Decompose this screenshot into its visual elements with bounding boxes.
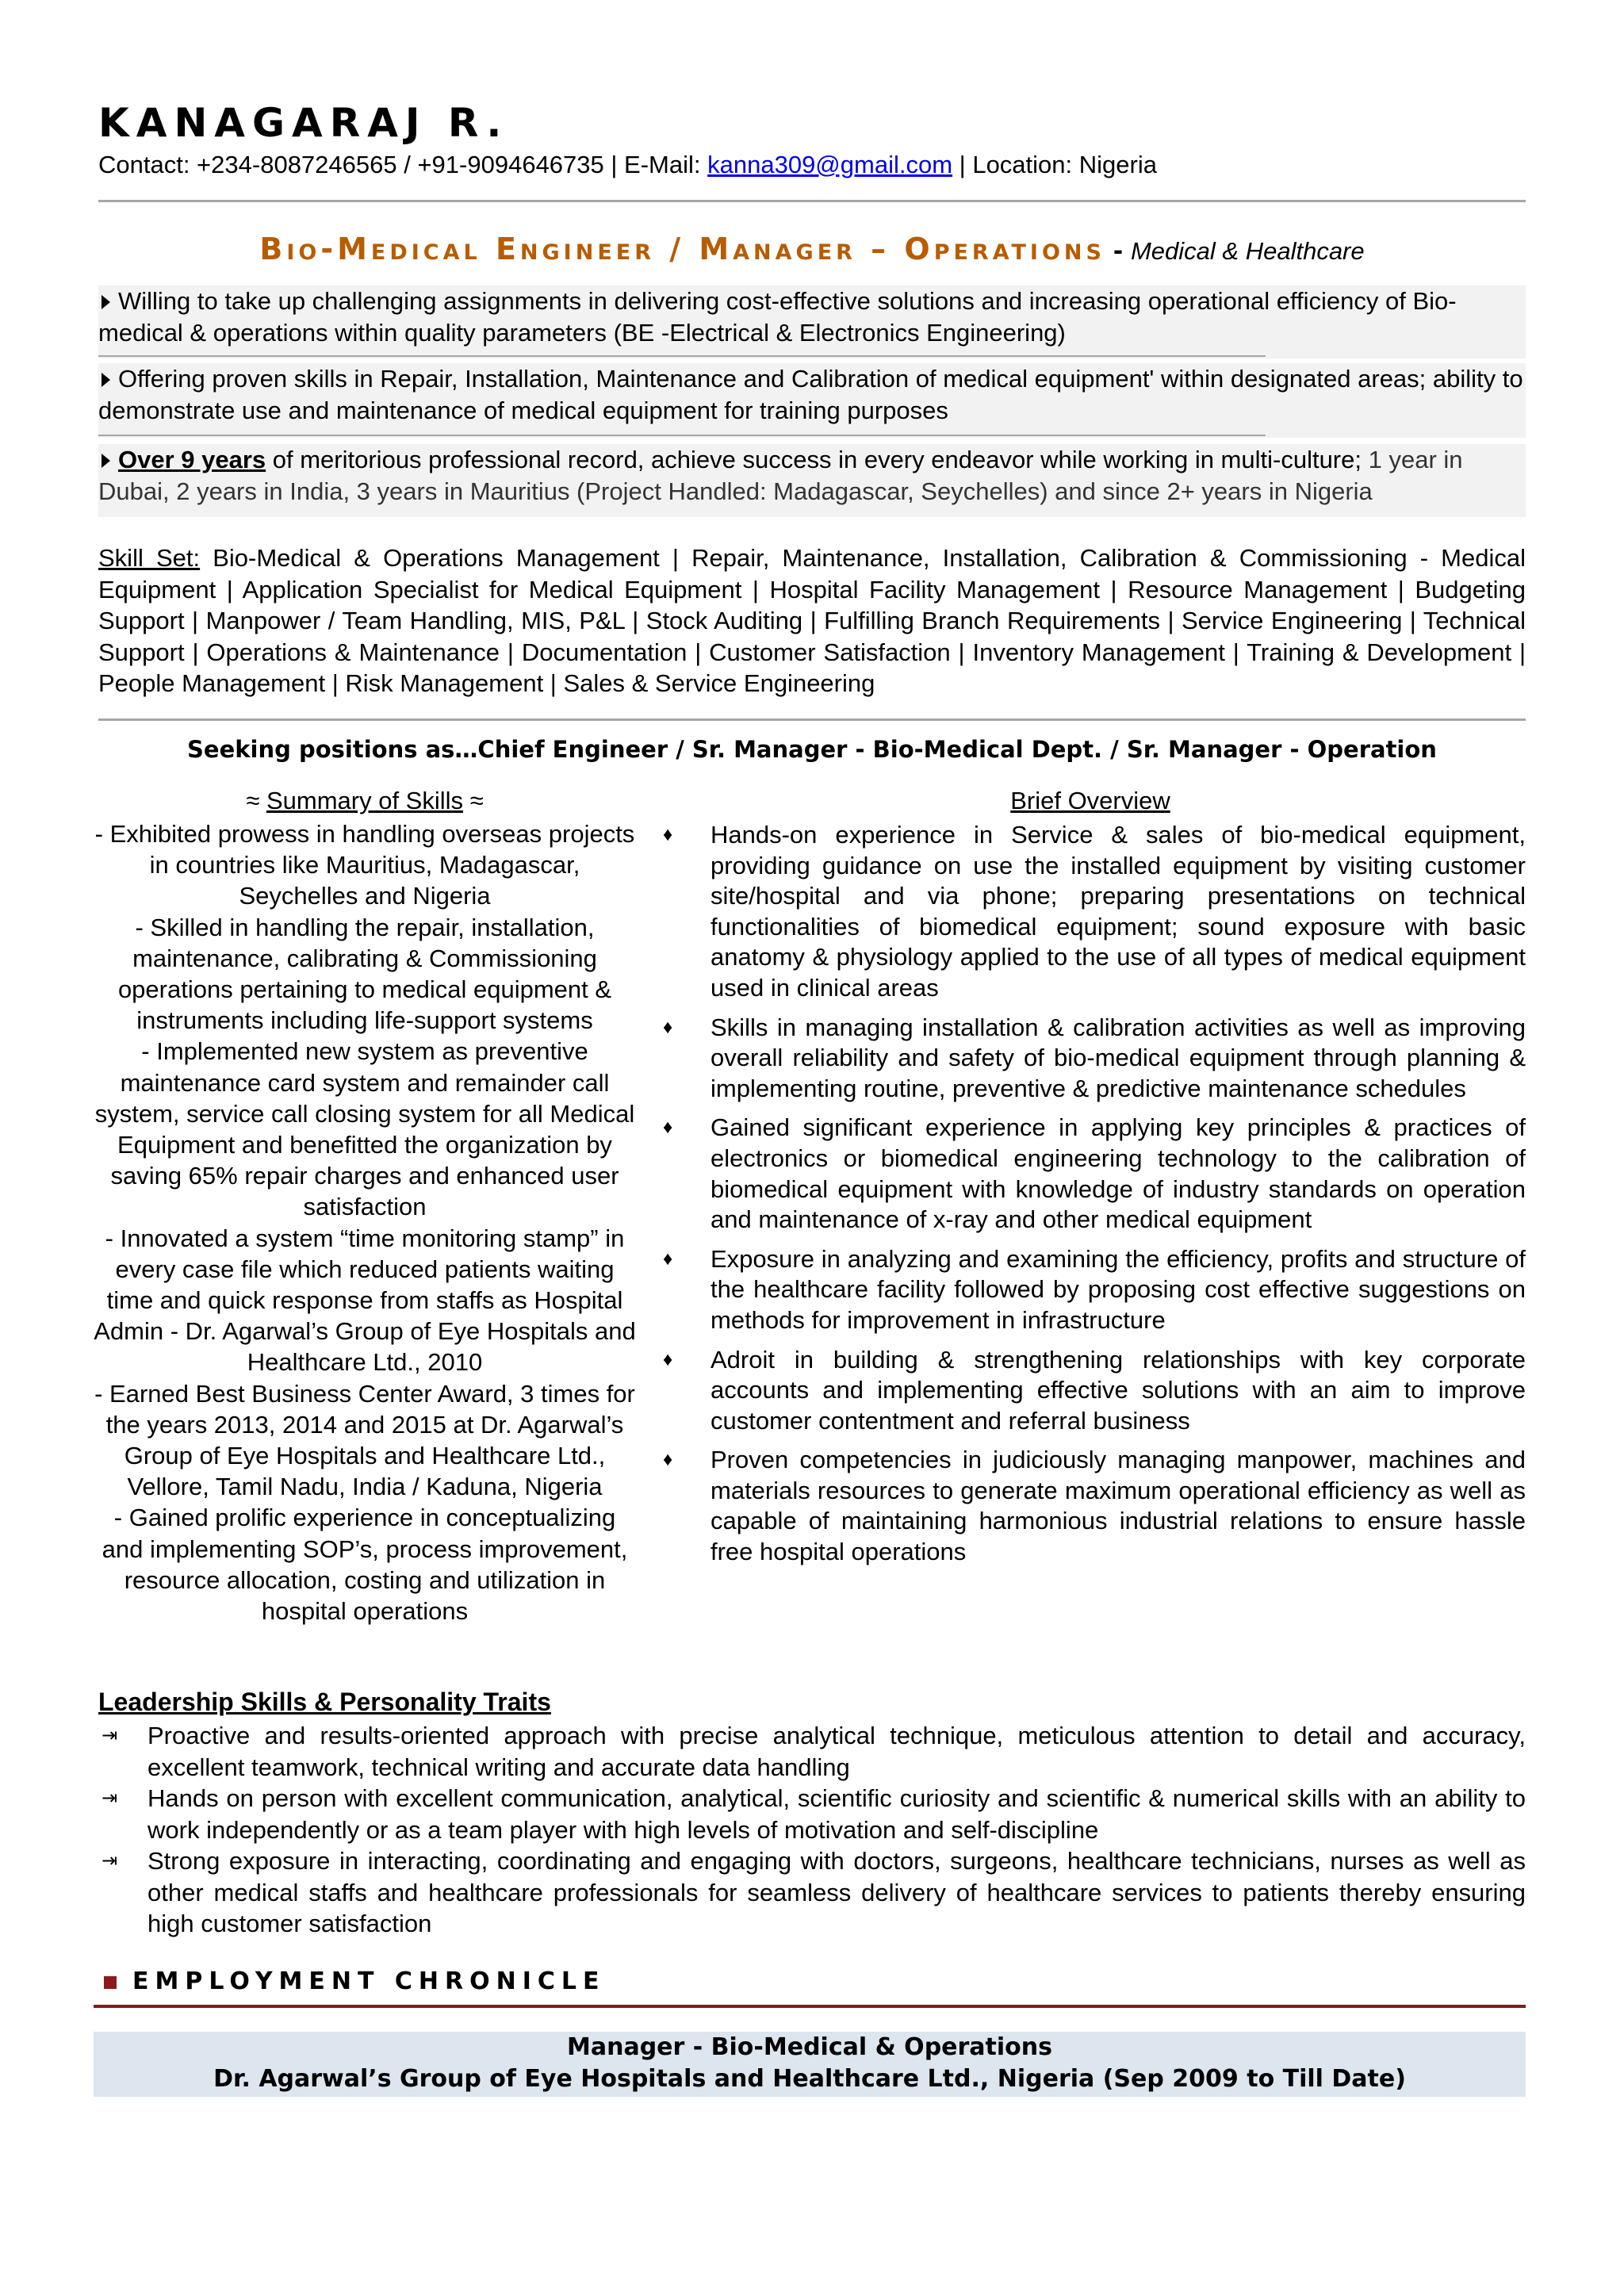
skillset-divider (98, 718, 1526, 721)
highlight-1-text (98, 285, 1526, 349)
leadership-item (98, 1845, 1526, 1940)
employment-heading: EMPLOYMENT CHRONICLE (132, 1967, 606, 1995)
experience-years: Over 9 years (118, 446, 266, 473)
summary-item: - Skilled in handling the repair, installation, maintenance, calibrating & Commissioning operations pertaining to medical equipment & instruments including life-support systems (117, 913, 612, 1035)
arrow-bar-icon: ⇥ (102, 1787, 118, 1809)
skill-set-text: Bio-Medical & Operations Management | Repair, Maintenance, Installation, Calibration & Commissioning - Medical Equipment | Application Specialist for Medical Equipment | Hospital Facility Management | Resource Management | Budgeting Support | Manpower / Team Handling, MIS, P&L | Stock Auditing | Fulfilling Branch Requirements | Service Engineering | Technical Support | Operations & Maintenance | Documentation | Customer Satisfaction | Inventory Management | Training & Development | People Management | Risk Management | Sales & Service Engineering (98, 544, 1526, 697)
leadership-item-text: Proactive and results-oriented approach with precise analytical technique, meticulous attention to detail and accuracy, excellent teamwork, technical writing and accurate data handling (147, 1722, 1526, 1781)
overview-item (655, 1445, 1526, 1567)
highlight-2-body: Offering proven skills in Repair, Installation, Maintenance and Calibration of medical equipment' within designated areas; ability to demonstrate use and maintenance of medical equipment for training purposes (98, 365, 1523, 424)
highlight-2-text (98, 363, 1526, 427)
contact-location: | Location: Nigeria (952, 151, 1157, 178)
leadership-item (98, 1720, 1526, 1783)
diamond-bullet-icon: ♦ (663, 1348, 673, 1370)
overview-item (655, 1113, 1526, 1235)
highlight-3 (98, 444, 1526, 517)
leadership-item (98, 1783, 1526, 1845)
overview-item-text: Hands-on experience in Service & sales of bio-medical equipment, providing guidance on use the installed equipment by visiting customer site/hospital and via phone; preparing presentations on technical functionalities of biomedical equipment; sound exposure with basic anatomy & physiology applied to the use of all types of medical equipment used in clinical areas (710, 821, 1526, 1002)
overview-item (655, 820, 1526, 1004)
overview-item-text: Gained significant experience in applying key principles & practices of electronics or biomedical engineering technology to the calibration of biomedical equipment with knowledge of industry standards on operation and maintenance of x-ray and other medical equipment (710, 1113, 1526, 1234)
highlight-1 (98, 285, 1526, 358)
summary-item: - Gained prolific experience in conceptualizing and implementing SOP’s, process improvement, resource allocation, costing and utilization in hospital operations (102, 1504, 628, 1626)
overview-item (655, 1013, 1526, 1105)
contact-line (98, 151, 1157, 179)
summary-item: - Exhibited prowess in handling overseas projects in countries like Mauritius, Madagascar, Seychelles and Nigeria (94, 820, 635, 910)
skill-set (98, 542, 1526, 699)
diamond-bullet-icon: ♦ (663, 1449, 673, 1471)
email-link[interactable]: kanna309@gmail.com (707, 151, 953, 178)
role-domain: Medical & Healthcare (1130, 237, 1365, 265)
skill-set-label: Skill Set: (98, 544, 201, 572)
overview-item (655, 1345, 1526, 1437)
summary-heading (94, 784, 636, 818)
summary-item: - Implemented new system as preventive maintenance card system and remainder call system, service call closing system for all Medical Equipment and benefitted the organization by saving 65% repair charges and enhanced user satisfaction (94, 1037, 635, 1221)
summary-of-skills (94, 784, 636, 1626)
arrow-bar-icon: ⇥ (102, 1724, 118, 1746)
summary-item: - Earned Best Business Center Award, 3 times for the years 2013, 2014 and 2015 at Dr. Agarwal’s Group of Eye Hospitals and Healthcare Ltd., Vellore, Tamil Nadu, India / Kaduna, Nigeria (94, 1379, 635, 1501)
highlight-2-divider (98, 435, 1266, 436)
leadership-item-text: Strong exposure in interacting, coordinating and engaging with doctors, surgeons, healthcare technicians, nurses as well as other medical staffs and healthcare professionals for seamless delivery of healthcare services to patients thereby ensuring high customer satisfaction (147, 1847, 1526, 1937)
job-title: Manager - Bio-Medical & Operations (567, 2033, 1052, 2061)
role-title (0, 232, 1624, 266)
role-title-dash: - (1105, 233, 1131, 266)
highlight-2 (98, 363, 1526, 438)
candidate-name: KANAGARAJ R. (98, 100, 509, 146)
overview-heading: Brief Overview (1010, 787, 1170, 814)
diamond-bullet-icon: ♦ (663, 1247, 673, 1270)
section-square-icon (104, 1976, 117, 1989)
header-divider (98, 200, 1526, 202)
highlight-1-divider (98, 355, 1266, 357)
overview-item-text: Skills in managing installation & calibration activities as well as improving overall reliability and safety of bio-medical equipment through planning & implementing routine, preventive & predictive maintenance schedules (710, 1013, 1526, 1102)
role-title-text: Bio-Medical Engineer / Manager – Operations (259, 232, 1105, 266)
job-organization: Dr. Agarwal’s Group of Eye Hospitals and Healthcare Ltd., Nigeria (Sep 2009 to Till Date) (213, 2065, 1406, 2093)
job-header (94, 2032, 1526, 2097)
diamond-bullet-icon: ♦ (663, 1016, 673, 1038)
overview-item (655, 1244, 1526, 1336)
triangle-bullet-icon (102, 454, 110, 468)
summary-heading-text: Summary of Skills (266, 787, 464, 814)
highlight-3-body: of meritorious professional record, achieve success in every endeavor while working in multi-culture; (266, 446, 1362, 473)
approx-icon: ≈ (469, 787, 484, 814)
overview-item-text: Adroit in building & strengthening relationships with key corporate accounts and implementing effective solutions with an aim to improve customer contentment and referral business (710, 1345, 1526, 1435)
highlight-1-body: Willing to take up challenging assignments in delivering cost-effective solutions and increasing operational efficiency of Bio-medical & operations within quality parameters (BE -Electrical & Electronics Engineering) (98, 287, 1457, 347)
highlight-3-text (98, 444, 1526, 508)
seeking-positions: Seeking positions as…Chief Engineer / Sr. Manager - Bio-Medical Dept. / Sr. Manager - Operation (187, 736, 1437, 763)
triangle-bullet-icon (102, 373, 110, 387)
overview-item-text: Proven competencies in judiciously managing manpower, machines and materials resources to generate maximum operational efficiency as well as capable of maintaining harmonious industrial relations to ensure hassle free hospital operations (710, 1446, 1526, 1566)
brief-overview (655, 784, 1526, 1577)
leadership-heading: Leadership Skills & Personality Traits (98, 1688, 551, 1716)
triangle-bullet-icon (102, 295, 110, 309)
diamond-bullet-icon: ♦ (663, 824, 673, 845)
leadership-item-text: Hands on person with excellent communication, analytical, scientific curiosity and scientific & numerical skills with an ability to work independently or as a team player with high levels of motivation and self-discipline (147, 1784, 1526, 1844)
overview-item-text: Exposure in analyzing and examining the efficiency, profits and structure of the healthcare facility followed by proposing cost effective suggestions on methods for improvement in infrastructure (710, 1244, 1526, 1334)
arrow-bar-icon: ⇥ (102, 1849, 118, 1872)
employment-divider (94, 2005, 1526, 2008)
leadership-list (98, 1720, 1526, 1940)
diamond-bullet-icon: ♦ (663, 1117, 673, 1139)
contact-phones: Contact: +234-8087246565 / +91-9094646735 | E-Mail: (98, 151, 708, 178)
highlight-3-locations: 1 year in Dubai, 2 years in India, 3 years in Mauritius (Project Handled: Madagascar, Seychelles) and since 2+ years in Nigeria (98, 446, 1463, 505)
approx-icon: ≈ (246, 787, 260, 814)
summary-item: - Innovated a system “time monitoring stamp” in every case file which reduced patients waiting time and quick response from staffs as Hospital Admin - Dr. Agarwal’s Group of Eye Hospitals and Healthcare Ltd., 2010 (94, 1224, 636, 1377)
